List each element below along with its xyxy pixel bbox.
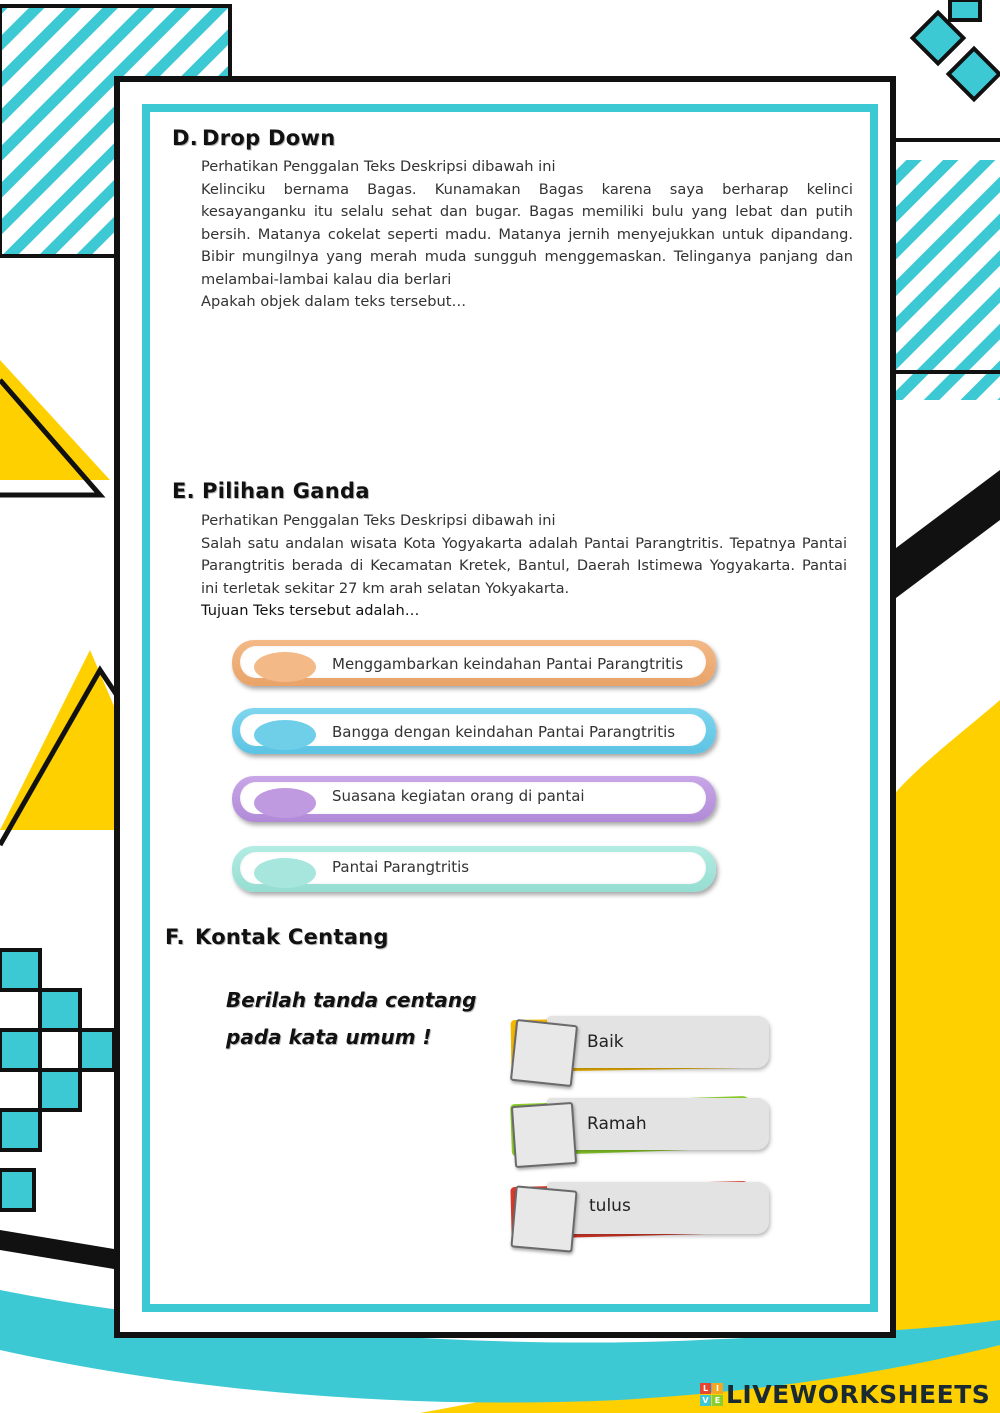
option-a[interactable] <box>232 640 716 686</box>
checkbox-tulus[interactable] <box>510 1185 577 1252</box>
option-d[interactable] <box>232 846 716 892</box>
section-d-heading <box>172 126 335 150</box>
option-b-label: Bangga dengan keindahan Pantai Parangtritis <box>332 723 676 741</box>
option-d-label: Pantai Parangtritis <box>332 858 470 876</box>
instruction-line-1: Berilah tanda centang <box>226 988 477 1012</box>
section-e-text <box>201 510 847 623</box>
section-e-heading <box>172 479 370 503</box>
checkbox-ramah-label: Ramah <box>587 1114 647 1134</box>
section-e-letter: E. <box>172 479 195 503</box>
section-e-passage: Salah satu andalan wisata Kota Yogyakarta adalah Pantai Parangtritis. Tepatnya Pantai Parangtritis berada di Kecamatan Kretek, Bantul, Daerah Istimewa Yogyakarta. Pantai ini terletak sekitar 27 km arah selatan Yokyakarta. <box>201 534 847 597</box>
logo-badge-icon: L I V E <box>700 1383 723 1406</box>
section-d-intro: Perhatikan Penggalan Teks Deskripsi dibawah ini <box>201 158 556 175</box>
option-c-label: Suasana kegiatan orang di pantai <box>332 787 585 805</box>
checkbox-item-baik[interactable] <box>511 1014 763 1076</box>
section-d-question: Apakah objek dalam teks tersebut… <box>201 293 467 310</box>
option-d-radio[interactable] <box>254 858 316 888</box>
option-b[interactable] <box>232 708 716 754</box>
section-f-heading <box>165 925 389 949</box>
checkbox-item-tulus[interactable] <box>511 1180 763 1242</box>
section-e-title: Pilihan Ganda <box>202 479 370 503</box>
section-d-letter: D. <box>172 126 199 150</box>
section-d-passage: Kelinciku bernama Bagas. Kunamakan Bagas karena saya berharap kelinci kesayanganku itu selalu sehat dan bugar. Bagas memiliki bulu yang lebat dan putih bersih. Matanya cokelat seperti madu. Matanya jernih menyejukkan untuk dipandang. Bibir mungilnya yang merah muda sungguh menggemaskan. Telinganya panjang dan melambai-lambai kalau dia berlari <box>201 180 853 288</box>
section-d-title: Drop Down <box>202 126 336 150</box>
checkbox-tulus-label: tulus <box>589 1196 631 1216</box>
option-a-radio[interactable] <box>254 652 316 682</box>
checkbox-item-ramah[interactable] <box>511 1096 763 1158</box>
checkbox-baik[interactable] <box>510 1019 578 1087</box>
instruction-line-2: pada kata umum ! <box>226 1025 432 1049</box>
checkbox-ramah[interactable] <box>511 1102 577 1168</box>
option-a-label: Menggambarkan keindahan Pantai Parangtritis <box>332 655 684 673</box>
section-e-question: Tujuan Teks tersebut adalah… <box>201 602 420 619</box>
logo-text: LIVEWORKSHEETS <box>726 1379 991 1409</box>
section-f-letter: F. <box>165 925 185 949</box>
option-b-radio[interactable] <box>254 720 316 750</box>
section-f-instruction <box>226 982 476 1056</box>
checkbox-baik-label: Baik <box>587 1032 624 1052</box>
section-f-title: Kontak Centang <box>195 925 389 949</box>
section-d-text <box>201 156 853 314</box>
section-e-intro: Perhatikan Penggalan Teks Deskripsi dibawah ini <box>201 512 556 529</box>
option-c-radio[interactable] <box>254 788 316 818</box>
option-c[interactable] <box>232 776 716 822</box>
liveworksheets-logo[interactable] <box>700 1378 990 1410</box>
